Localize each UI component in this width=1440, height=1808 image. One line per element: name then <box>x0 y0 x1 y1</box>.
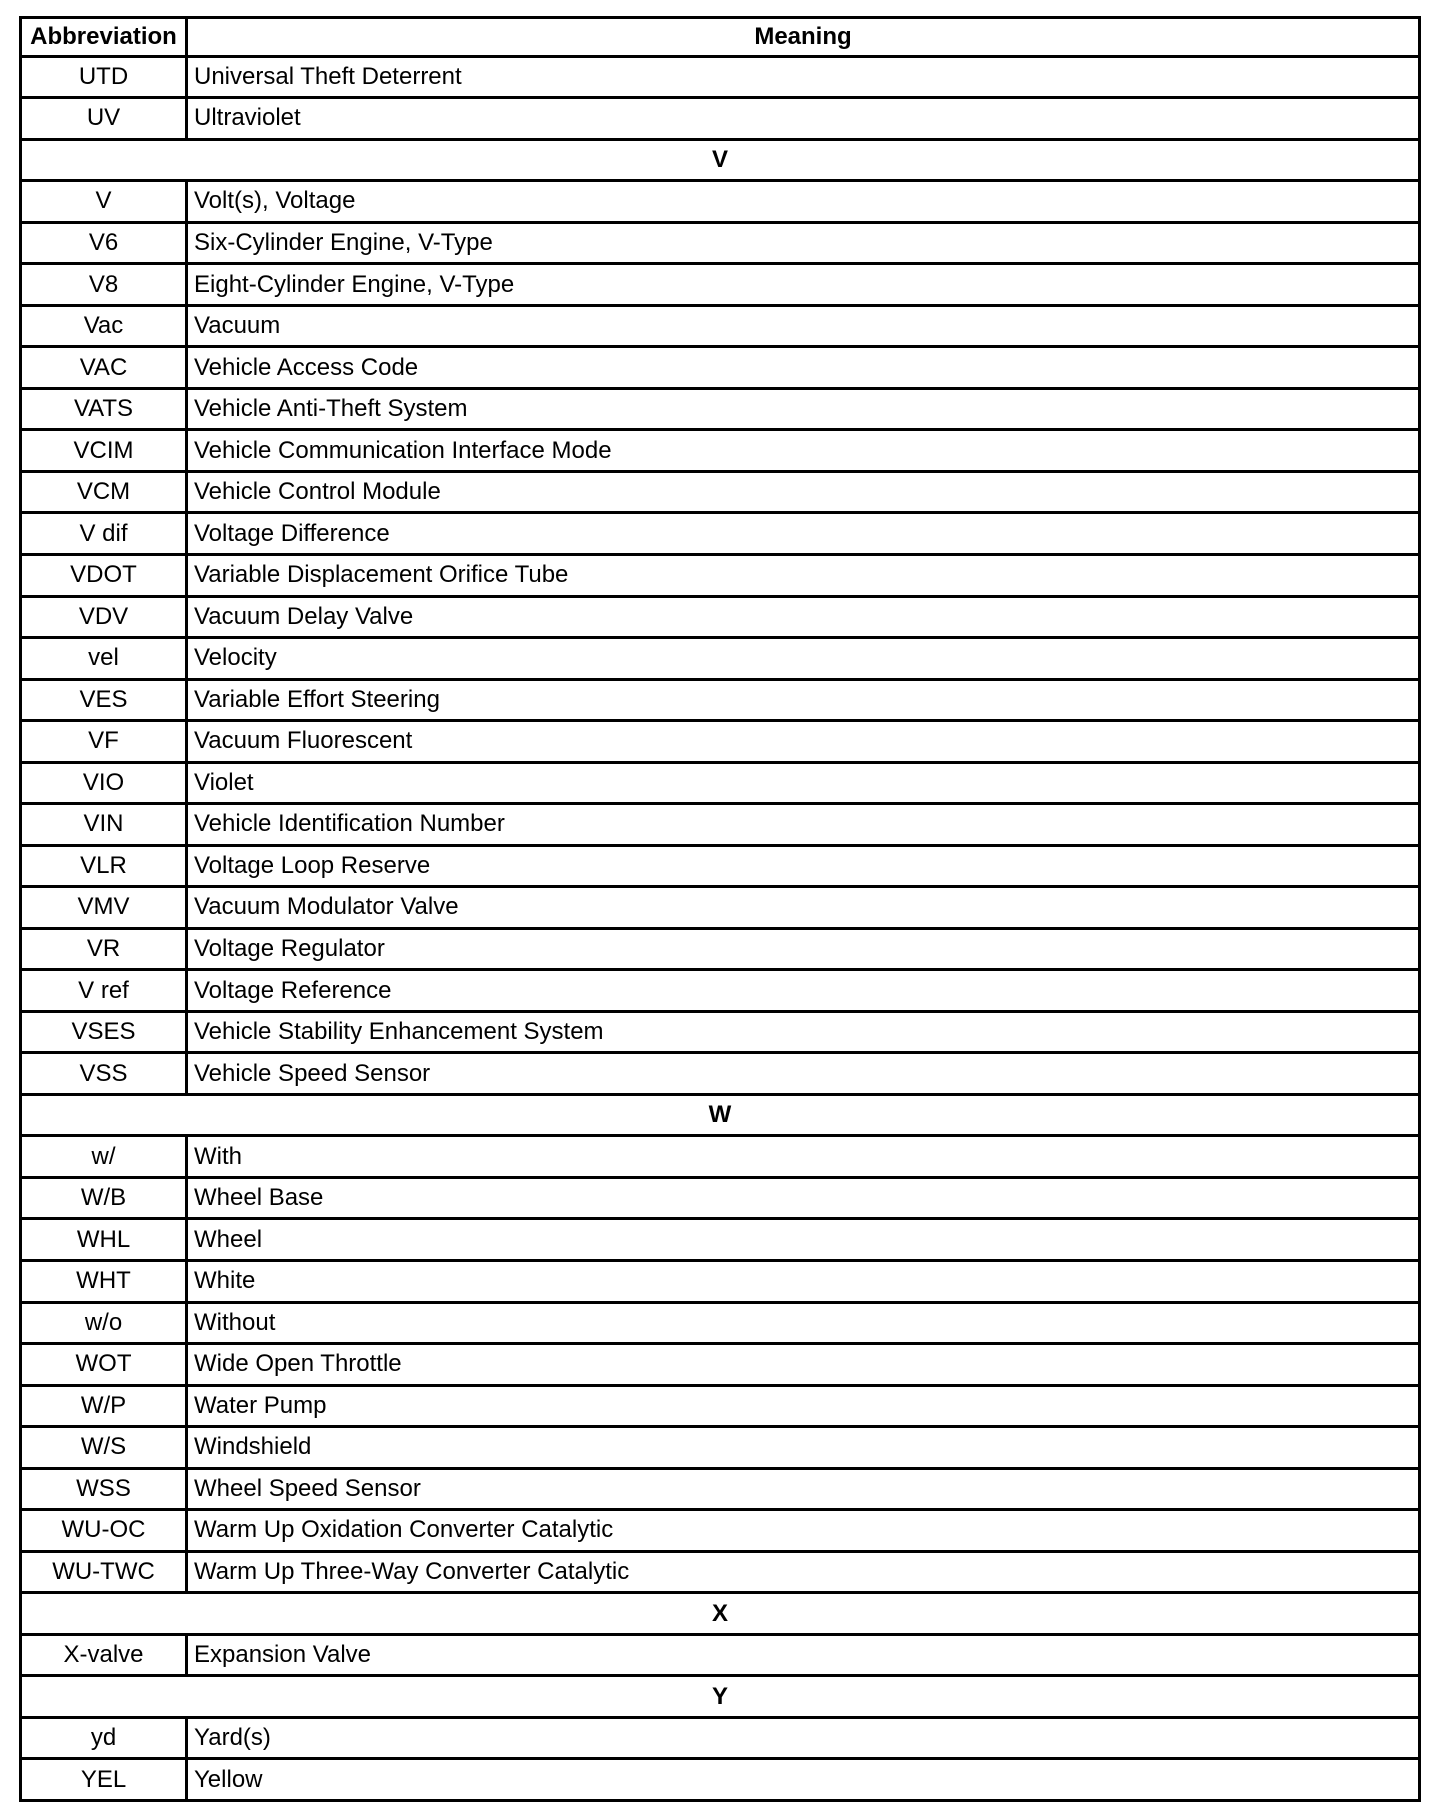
abbreviation-cell: VATS <box>21 388 187 430</box>
meaning-cell: Universal Theft Deterrent <box>187 56 1420 98</box>
section-row <box>21 1676 1420 1718</box>
abbreviation-cell: VLR <box>21 845 187 887</box>
meaning-cell: With <box>187 1136 1420 1178</box>
meaning-cell: Eight-Cylinder Engine, V-Type <box>187 264 1420 306</box>
abbreviation-cell: WHL <box>21 1219 187 1261</box>
table-row <box>21 513 1420 555</box>
abbreviation-column-header: Abbreviation <box>21 18 187 57</box>
abbreviation-cell: VIO <box>21 762 187 804</box>
abbreviation-cell: VSS <box>21 1053 187 1095</box>
abbreviation-cell: V6 <box>21 222 187 264</box>
table-row <box>21 1510 1420 1552</box>
meaning-cell: Voltage Loop Reserve <box>187 845 1420 887</box>
abbreviation-cell: VR <box>21 928 187 970</box>
abbreviation-cell: WSS <box>21 1468 187 1510</box>
table-row <box>21 1427 1420 1469</box>
table-row <box>21 1261 1420 1303</box>
meaning-cell: Vehicle Control Module <box>187 471 1420 513</box>
meaning-cell: Voltage Difference <box>187 513 1420 555</box>
meaning-cell: Wheel Base <box>187 1177 1420 1219</box>
meaning-cell: Wheel <box>187 1219 1420 1261</box>
table-row <box>21 222 1420 264</box>
abbreviation-cell: w/o <box>21 1302 187 1344</box>
abbreviation-cell: W/P <box>21 1385 187 1427</box>
meaning-cell: Ultraviolet <box>187 98 1420 140</box>
meaning-cell: Vehicle Access Code <box>187 347 1420 389</box>
table-body <box>21 56 1420 1800</box>
table-row <box>21 98 1420 140</box>
meaning-cell: Water Pump <box>187 1385 1420 1427</box>
table-row <box>21 970 1420 1012</box>
section-row <box>21 139 1420 181</box>
table-row <box>21 1011 1420 1053</box>
abbreviation-cell: UV <box>21 98 187 140</box>
table-row <box>21 56 1420 98</box>
meaning-cell: Variable Effort Steering <box>187 679 1420 721</box>
table-row <box>21 721 1420 763</box>
table-row <box>21 347 1420 389</box>
table-row <box>21 1344 1420 1386</box>
meaning-cell: Yellow <box>187 1759 1420 1801</box>
meaning-cell: Wheel Speed Sensor <box>187 1468 1420 1510</box>
meaning-cell: Vehicle Identification Number <box>187 804 1420 846</box>
meaning-cell: Vehicle Speed Sensor <box>187 1053 1420 1095</box>
section-letter: W <box>21 1094 1420 1136</box>
section-row <box>21 1094 1420 1136</box>
meaning-cell: Vacuum Delay Valve <box>187 596 1420 638</box>
meaning-cell: Without <box>187 1302 1420 1344</box>
meaning-column-header: Meaning <box>187 18 1420 57</box>
section-letter: Y <box>21 1676 1420 1718</box>
table-row <box>21 1302 1420 1344</box>
abbreviation-cell: VCM <box>21 471 187 513</box>
meaning-cell: Volt(s), Voltage <box>187 181 1420 223</box>
meaning-cell: Voltage Regulator <box>187 928 1420 970</box>
table-row <box>21 887 1420 929</box>
meaning-cell: White <box>187 1261 1420 1303</box>
meaning-cell: Velocity <box>187 638 1420 680</box>
meaning-cell: Warm Up Oxidation Converter Catalytic <box>187 1510 1420 1552</box>
abbreviation-cell: VMV <box>21 887 187 929</box>
meaning-cell: Vacuum Modulator Valve <box>187 887 1420 929</box>
abbreviation-cell: VDOT <box>21 554 187 596</box>
table-row <box>21 596 1420 638</box>
abbreviation-cell: VCIM <box>21 430 187 472</box>
table-row <box>21 1551 1420 1593</box>
abbreviation-cell: V ref <box>21 970 187 1012</box>
table-row <box>21 1759 1420 1801</box>
section-letter: V <box>21 139 1420 181</box>
abbreviation-cell: VDV <box>21 596 187 638</box>
table-row <box>21 1219 1420 1261</box>
abbreviation-table <box>19 16 1421 1802</box>
abbreviation-cell: W/B <box>21 1177 187 1219</box>
abbreviation-cell: VES <box>21 679 187 721</box>
abbreviation-cell: WOT <box>21 1344 187 1386</box>
table-row <box>21 430 1420 472</box>
section-letter: X <box>21 1593 1420 1635</box>
section-row <box>21 1593 1420 1635</box>
table-row <box>21 1385 1420 1427</box>
table-row <box>21 471 1420 513</box>
abbreviation-cell: WHT <box>21 1261 187 1303</box>
meaning-cell: Six-Cylinder Engine, V-Type <box>187 222 1420 264</box>
table-row <box>21 181 1420 223</box>
meaning-cell: Vacuum <box>187 305 1420 347</box>
table-row <box>21 679 1420 721</box>
meaning-cell: Vehicle Anti-Theft System <box>187 388 1420 430</box>
abbreviation-cell: VAC <box>21 347 187 389</box>
meaning-cell: Yard(s) <box>187 1717 1420 1759</box>
abbreviation-cell: X-valve <box>21 1634 187 1676</box>
table-row <box>21 554 1420 596</box>
table-row <box>21 638 1420 680</box>
table-row <box>21 388 1420 430</box>
abbreviation-cell: VSES <box>21 1011 187 1053</box>
table-row <box>21 928 1420 970</box>
table-row <box>21 1053 1420 1095</box>
abbreviation-cell: w/ <box>21 1136 187 1178</box>
meaning-cell: Windshield <box>187 1427 1420 1469</box>
abbreviation-cell: yd <box>21 1717 187 1759</box>
abbreviation-cell: V8 <box>21 264 187 306</box>
table-row <box>21 1717 1420 1759</box>
meaning-cell: Variable Displacement Orifice Tube <box>187 554 1420 596</box>
table-row <box>21 1634 1420 1676</box>
abbreviation-cell: VF <box>21 721 187 763</box>
table-row <box>21 1136 1420 1178</box>
meaning-cell: Expansion Valve <box>187 1634 1420 1676</box>
abbreviation-cell: Vac <box>21 305 187 347</box>
abbreviation-cell: VIN <box>21 804 187 846</box>
table-row <box>21 264 1420 306</box>
meaning-cell: Voltage Reference <box>187 970 1420 1012</box>
table-row <box>21 1468 1420 1510</box>
meaning-cell: Violet <box>187 762 1420 804</box>
table-row <box>21 1177 1420 1219</box>
header-row <box>21 18 1420 57</box>
abbreviation-cell: V <box>21 181 187 223</box>
meaning-cell: Wide Open Throttle <box>187 1344 1420 1386</box>
meaning-cell: Vehicle Communication Interface Mode <box>187 430 1420 472</box>
table-row <box>21 845 1420 887</box>
meaning-cell: Warm Up Three-Way Converter Catalytic <box>187 1551 1420 1593</box>
table-row <box>21 804 1420 846</box>
table-row <box>21 762 1420 804</box>
abbreviation-cell: WU-OC <box>21 1510 187 1552</box>
meaning-cell: Vacuum Fluorescent <box>187 721 1420 763</box>
abbreviation-cell: YEL <box>21 1759 187 1801</box>
meaning-cell: Vehicle Stability Enhancement System <box>187 1011 1420 1053</box>
abbreviation-cell: UTD <box>21 56 187 98</box>
abbreviation-cell: V dif <box>21 513 187 555</box>
abbreviation-cell: W/S <box>21 1427 187 1469</box>
table-row <box>21 305 1420 347</box>
abbreviation-cell: WU-TWC <box>21 1551 187 1593</box>
abbreviation-cell: vel <box>21 638 187 680</box>
